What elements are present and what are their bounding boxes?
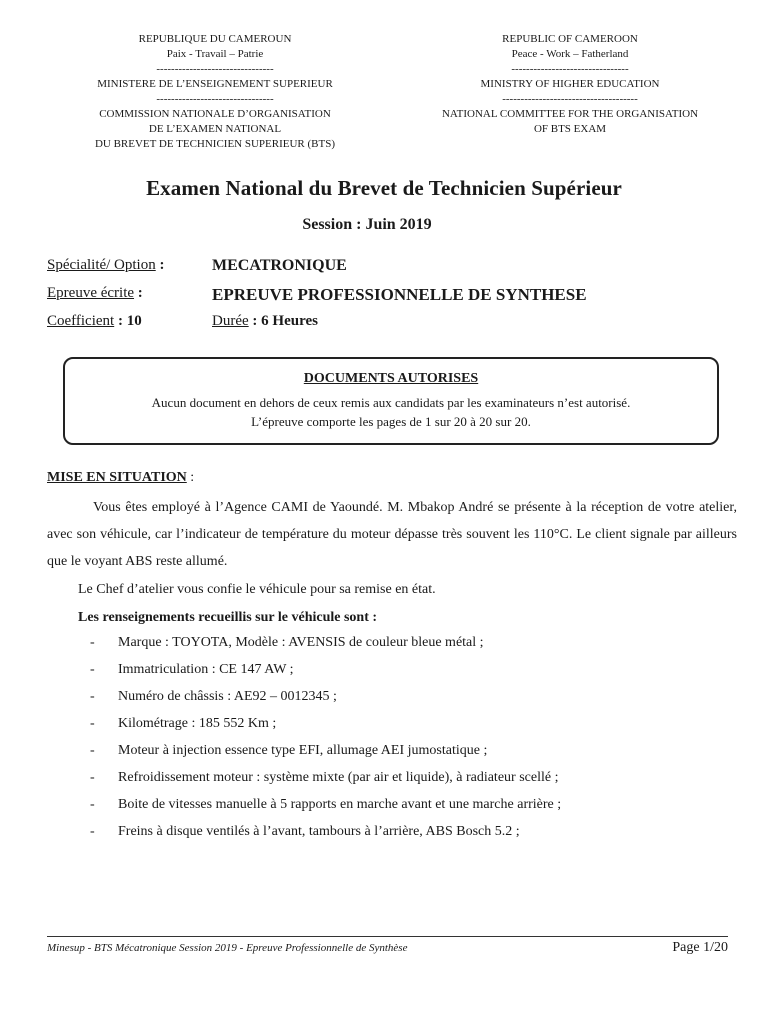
coefficient-row bbox=[47, 313, 142, 330]
separator: -------------------------------- bbox=[511, 63, 629, 75]
motto-en: Peace - Work – Fatherland bbox=[511, 48, 629, 60]
list-item: - Freins à disque ventilés à l’avant, tambours à l’arrière, ABS Bosch 5.2 ; bbox=[90, 822, 730, 849]
dash-bullet: - bbox=[90, 662, 95, 677]
specialite-colon: : bbox=[155, 257, 165, 273]
dash-bullet: - bbox=[90, 743, 95, 758]
chef-atelier-paragraph: Le Chef d’atelier vous confie le véhicule pour sa remise en état. bbox=[78, 582, 436, 597]
ministry-fr: MINISTERE DE L’ENSEIGNEMENT SUPERIEUR bbox=[97, 78, 333, 90]
list-item: - Refroidissement moteur : système mixte (par air et liquide), à radiateur scellé ; bbox=[90, 768, 730, 795]
dash-bullet: - bbox=[90, 689, 95, 704]
list-item: - Marque : TOYOTA, Modèle : AVENSIS de couleur bleue métal ; bbox=[90, 633, 730, 660]
situation-title: MISE EN SITUATION bbox=[47, 470, 187, 485]
epreuve-label: Epreuve écrite bbox=[47, 285, 135, 301]
coefficient-label: Coefficient bbox=[47, 313, 115, 329]
list-item: - Numéro de châssis : AE92 – 0012345 ; bbox=[90, 687, 730, 714]
specialite-row bbox=[47, 257, 164, 274]
committee-line-1: NATIONAL COMMITTEE FOR THE ORGANISATION bbox=[441, 108, 699, 120]
situation-heading bbox=[47, 470, 194, 486]
duree-label: Durée bbox=[212, 313, 249, 329]
session-label: Session : Juin 2019 bbox=[302, 216, 432, 233]
vehicle-info-list bbox=[90, 633, 730, 849]
situation-colon: : bbox=[186, 470, 195, 485]
dash-bullet: - bbox=[90, 797, 95, 812]
list-item: - Moteur à injection essence type EFI, allumage AEI jumostatique ; bbox=[90, 741, 730, 768]
dash-bullet: - bbox=[90, 824, 95, 839]
motto-fr: Paix - Travail – Patrie bbox=[166, 48, 264, 60]
dash-bullet: - bbox=[90, 716, 95, 731]
dash-bullet: - bbox=[90, 770, 95, 785]
specialite-value: MECATRONIQUE bbox=[212, 257, 347, 274]
header-right bbox=[405, 32, 735, 137]
documents-title: DOCUMENTS AUTORISES bbox=[303, 371, 479, 386]
documents-line-2: L’épreuve comporte les pages de 1 sur 20 à 20 sur 20. bbox=[251, 414, 531, 429]
list-item: - Boite de vitesses manuelle à 5 rapports en marche avant et une marche arrière ; bbox=[90, 795, 730, 822]
separator: ------------------------------------- bbox=[502, 93, 638, 105]
page-number: Page 1/20 bbox=[672, 940, 728, 955]
list-item: - Kilométrage : 185 552 Km ; bbox=[90, 714, 730, 741]
coefficient-value: : 10 bbox=[114, 313, 142, 329]
dash-bullet: - bbox=[90, 635, 95, 650]
separator: -------------------------------- bbox=[156, 93, 274, 105]
duree-row bbox=[212, 313, 318, 330]
situation-paragraph: Vous êtes employé à l’Agence CAMI de Yaoundé. M. Mbakop André se présente à la réception de votre atelier, avec son véhicule, car l’indicateur de température du moteur dépasse très souvent les 110°C. Le client signale par ailleurs que le voyant ABS reste allumé. bbox=[47, 500, 737, 569]
country-name-fr: REPUBLIQUE DU CAMEROUN bbox=[138, 33, 292, 45]
specialite-label: Spécialité/ Option bbox=[47, 257, 156, 273]
duree-value: : 6 Heures bbox=[248, 313, 318, 329]
commission-line-3: DU BREVET DE TECHNICIEN SUPERIEUR (BTS) bbox=[94, 138, 336, 150]
committee-line-2: OF BTS EXAM bbox=[533, 123, 607, 135]
epreuve-row bbox=[47, 285, 143, 302]
country-name-en: REPUBLIC OF CAMEROON bbox=[502, 33, 638, 45]
list-item: - Immatriculation : CE 147 AW ; bbox=[90, 660, 730, 687]
exam-title: Examen National du Brevet de Technicien Supérieur bbox=[146, 176, 622, 200]
footer-text: Minesup - BTS Mécatronique Session 2019 - Epreuve Professionnelle de Synthèse bbox=[47, 942, 408, 954]
header-left bbox=[60, 32, 370, 152]
renseignements-heading: Les renseignements recueillis sur le véhicule sont : bbox=[78, 610, 378, 625]
documents-line-1: Aucun document en dehors de ceux remis aux candidats par les examinateurs n’est autorisé. bbox=[151, 395, 631, 410]
commission-line-2: DE L’EXAMEN NATIONAL bbox=[148, 123, 282, 135]
epreuve-colon: : bbox=[134, 285, 143, 301]
footer-divider bbox=[47, 936, 728, 937]
commission-line-1: COMMISSION NATIONALE D’ORGANISATION bbox=[99, 108, 331, 120]
documents-box bbox=[63, 357, 719, 445]
separator: -------------------------------- bbox=[156, 63, 274, 75]
epreuve-value: EPREUVE PROFESSIONNELLE DE SYNTHESE bbox=[212, 285, 587, 304]
ministry-en: MINISTRY OF HIGHER EDUCATION bbox=[480, 78, 660, 90]
